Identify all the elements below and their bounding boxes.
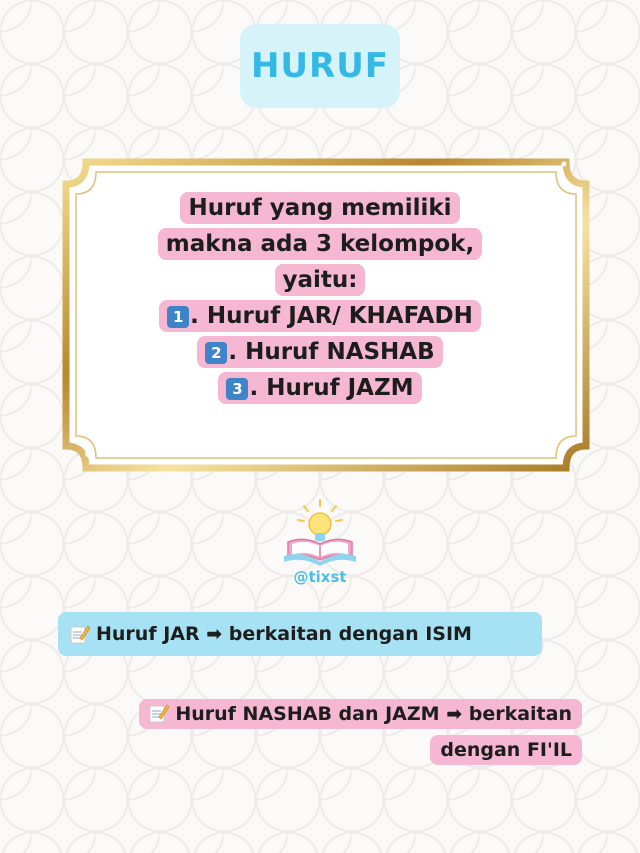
group-item-2 (197, 336, 442, 368)
note-nashab-jazm (70, 696, 582, 768)
group-label-1: . Huruf JAR/ KHAFADH (190, 303, 473, 329)
group-label-3: . Huruf JAZM (249, 375, 414, 401)
number-3-icon: 3 (226, 378, 248, 400)
intro-line-1: Huruf yang memiliki (180, 192, 459, 224)
author-handle: @tixst (293, 568, 347, 586)
group-item-3 (218, 372, 421, 404)
memo-icon (149, 703, 169, 723)
note1-suffix: berkaitan dengan ISIM (228, 623, 472, 645)
note-jar (58, 612, 542, 656)
intro-line-3: yaitu: (275, 264, 366, 296)
group-item-1 (159, 300, 481, 332)
note2-prefix: Huruf NASHAB dan JAZM (175, 703, 440, 725)
main-text-block (100, 190, 540, 406)
title-box (240, 24, 400, 108)
note2-line-1 (139, 699, 582, 729)
arrow-right-icon: ➡ (446, 703, 463, 725)
number-2-icon: 2 (205, 342, 227, 364)
intro-line-2: makna ada 3 kelompok, (158, 228, 482, 260)
note1-prefix: Huruf JAR (96, 623, 200, 645)
note2-suffix: berkaitan (468, 703, 572, 725)
group-label-2: . Huruf NASHAB (228, 339, 435, 365)
note2-line-2: dengan FI'IL (430, 735, 582, 765)
arrow-right-icon: ➡ (206, 623, 223, 645)
memo-icon (70, 624, 90, 644)
page-title: HURUF (250, 46, 390, 86)
number-1-icon: 1 (167, 306, 189, 328)
